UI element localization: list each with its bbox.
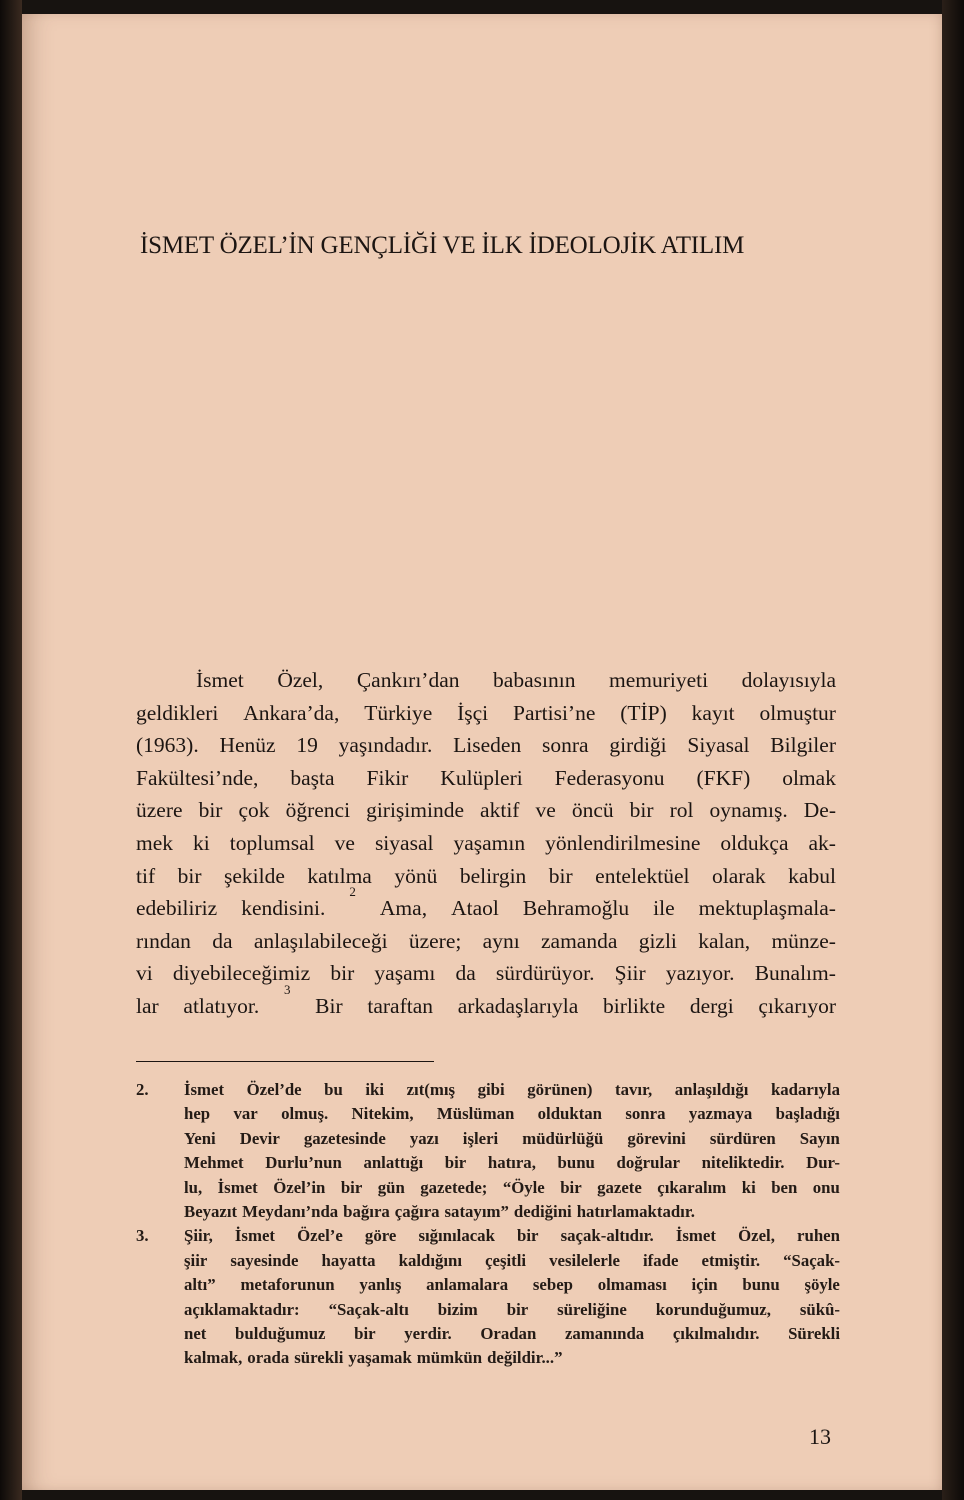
body-line: tif bir şekilde katılma yönü belirgin bir entelektüel olarak kabul xyxy=(136,863,836,888)
footnote-line: açıklamaktadır: “Saçak-altı bizim bir süreliğine korunduğumuz, sükû- xyxy=(184,1299,840,1319)
footnote-line: Beyazıt Meydanı’nda bağıra çağıra satayım” dediğini hatırlamaktadır. xyxy=(184,1201,695,1221)
footnote-number: 3. xyxy=(136,1226,149,1246)
body-line: lar atlatıyor. 3 Bir taraftan arkadaşlarıyla birlikte dergi çıkarıyor xyxy=(136,990,836,1023)
footnote-line: lu, İsmet Özel’in bir gün gazetede; “Öyle bir gazete çıkaralım ki ben onu xyxy=(184,1177,840,1197)
footnote-separator xyxy=(136,1061,434,1062)
footnote-line: Mehmet Durlu’nun anlattığı bir hatıra, bunu doğrular niteliktedir. Dur- xyxy=(184,1153,840,1173)
book-spine-shadow xyxy=(0,0,22,1500)
footnote-line: net bulduğumuz bir yerdir. Oradan zamanında çıkılmalıdır. Sürekli xyxy=(184,1323,840,1343)
book-edge-shadow xyxy=(942,0,964,1500)
body-line: rından da anlaşılabileceği üzere; aynı zamanda gizli kalan, münze- xyxy=(136,928,836,953)
body-line: üzere bir çok öğrenci girişiminde aktif ve öncü bir rol oynamış. De- xyxy=(136,798,836,823)
page-number: 13 xyxy=(809,1424,831,1449)
footnote-line: şiir sayesinde hayatta kaldığını çeşitli vesilelerle ifade etmiştir. “Saçak- xyxy=(184,1250,840,1270)
body-line: vi diyebileceğimiz bir yaşamı da sürdürüyor. Şiir yazıyor. Bunalım- xyxy=(136,961,836,986)
footnote-line: altı” metaforunun yanlış anlamalara sebep olmaması için bunu şöyle xyxy=(184,1275,840,1295)
footnote-line: Şiir, İsmet Özel’e göre sığınılacak bir saçak-altıdır. İsmet Özel, ruhen xyxy=(184,1226,840,1246)
footnote xyxy=(136,1224,840,1370)
footnote-text xyxy=(184,1224,840,1370)
footnote-line: kalmak, orada sürekli yaşamak mümkün değildir...” xyxy=(184,1348,563,1368)
footnote xyxy=(136,1078,840,1224)
book-page xyxy=(22,14,942,1490)
footnote-line: Yeni Devir gazetesinde yazı işleri müdürlüğü görevini sürdüren Sayın xyxy=(184,1128,840,1148)
body-line: (1963). Henüz 19 yaşındadır. Liseden sonra girdiği Siyasal Bilgiler xyxy=(136,733,836,758)
footnote-line: hep var olmuş. Nitekim, Müslüman olduktan sonra yazmaya başladığı xyxy=(184,1104,840,1124)
footnote-reference: 3 xyxy=(283,981,291,997)
body-line: İsmet Özel, Çankırı’dan babasının memuriyeti dolayısıyla xyxy=(196,668,836,692)
body-paragraph xyxy=(136,664,836,1023)
body-line: mek ki toplumsal ve siyasal yaşamın yönlendirilmesine oldukça ak- xyxy=(136,830,836,855)
chapter-title: İSMET ÖZEL’İN GENÇLİĞİ VE İLK İDEOLOJİK ATILIM xyxy=(140,232,745,259)
footnotes xyxy=(136,1078,840,1371)
footnote-line: İsmet Özel’de bu iki zıt(mış gibi görünen) tavır, anlaşıldığı kadarıyla xyxy=(184,1080,840,1099)
body-line: Fakültesi’nde, başta Fikir Kulüpleri Federasyonu (FKF) olmak xyxy=(136,765,836,790)
footnote-reference: 2 xyxy=(349,884,356,900)
footnote-text xyxy=(184,1078,840,1224)
footnote-number: 2. xyxy=(136,1080,149,1099)
body-line: geldikleri Ankara’da, Türkiye İşçi Partisi’ne (TİP) kayıt olmuştur xyxy=(136,700,836,725)
body-line: edebiliriz kendisini. 2 Ama, Ataol Behramoğlu ile mektuplaşmala- xyxy=(136,892,836,925)
